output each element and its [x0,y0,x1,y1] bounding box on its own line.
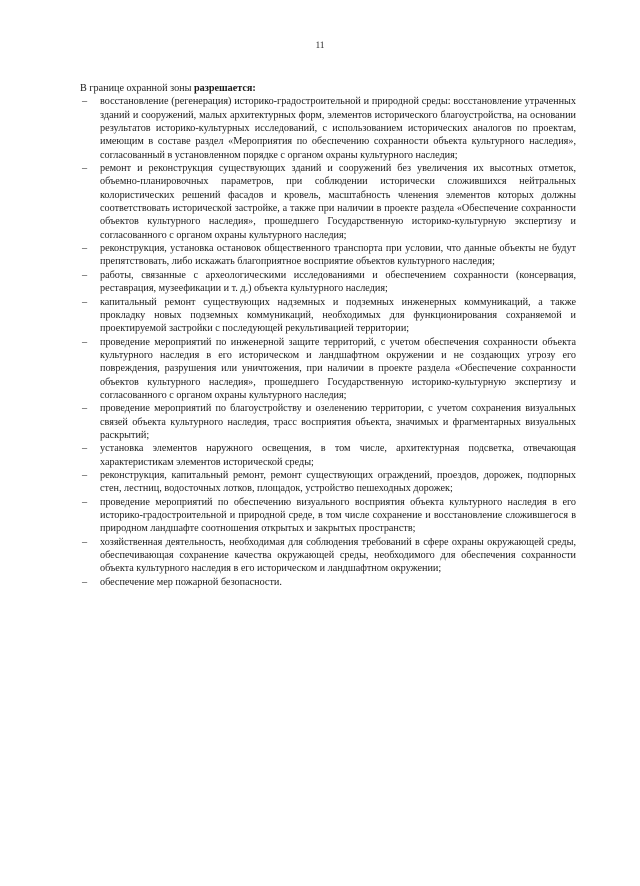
list-item [80,402,576,442]
bullet-dash: – [82,469,88,481]
list-item-text: реконструкция, капитальный ремонт, ремонт существующих ограждений, проездов, дорожек, подпорных стен, лестниц, водосточных лотков, площадок, устройство пешеходных дорожек; [100,469,576,495]
bullet-dash: – [82,403,88,415]
section-heading [80,82,576,95]
bullet-dash: – [82,576,88,588]
bullet-dash: – [82,536,88,548]
bullet-dash: – [82,96,88,108]
bullet-dash: – [82,443,88,455]
heading-text: В границе охранной зоны [80,83,195,94]
bullet-dash: – [82,496,88,508]
heading-emphasis: разрешается: [194,83,256,94]
list-item-text: капитальный ремонт существующих надземных и подземных инженерных коммуникаций, а также прокладку новых подземных коммуникаций, необходимых для функционирования сохраняемой и проектируемой застройки с последующей рекультивацией территории; [100,296,576,335]
list-item-text: работы, связанные с археологическими исследованиями и обеспечением сохранности (консервация, реставрация, музеефикации и т. д.) объекта культурного наследия; [100,269,576,295]
list-item [80,536,576,576]
list-item [80,469,576,496]
list-item [80,496,576,536]
list-item [80,296,576,336]
list-item-text: ремонт и реконструкция существующих зданий и сооружений без увеличения их высотных отметок, объемно-планировочных параметров, при соблюдении исторически сложившихся нейтральных колористических решений фасадов и кровель, масштабность членения элементов которых должны соответствовать исторической застройке, а также при наличии в проекте раздела «Обеспечение сохранности объектов культурного наследия», прошедшего Государственную историко-культурную экспертизу и согласованного с органом охраны культурного наследия; [100,163,576,241]
page-number: 11 [315,40,325,50]
list-item [80,269,576,296]
list-item [80,442,576,469]
bullet-dash: – [82,269,88,281]
bullet-dash: – [82,336,88,348]
list-item-text: проведение мероприятий по благоустройству и озеленению территории, с учетом сохранения визуальных связей объекта культурного наследия, трасс восприятия объекта, значимых и фрагментарных визуальных раскрытий; [100,403,576,441]
list-item [80,242,576,269]
list-item [80,95,576,162]
bullet-dash: – [82,243,88,255]
list-item-text: реконструкция, установка остановок общественного транспорта при условии, что данные объекты не будут препятствовать, либо искажать благоприятное восприятие объектов культурного наследия; [100,243,576,268]
list-item-text: установка элементов наружного освещения, в том числе, архитектурная подсветка, отвечающая характеристикам элементов исторической среды; [100,443,576,468]
bullet-dash: – [82,296,88,308]
list-item [80,576,576,589]
list-item [80,336,576,403]
list-item-text: проведение мероприятий по обеспечению визуального восприятия объекта культурного наследия в его историко-градостроительной и природной среде, в том числе сохранение и восстановление сложившегося в природном ландшафте соотношения открытых и закрытых пространств; [100,496,576,535]
list-item-text: восстановление (регенерация) историко-градостроительной и природной среды: восстановление утраченных зданий и сооружений, малых архитектурных форм, элементов исторического благоустройства, на основании результатов историко-культурных исследований, с использованием исторических аналогов по проектам, имеющим в составе раздел «Мероприятия по обеспечению сохранности объекта культурного наследия», согласованный в установленном порядке с органом охраны культурного наследия; [100,96,576,161]
list-item [80,162,576,242]
list-item-text: обеспечение мер пожарной безопасности. [100,576,282,588]
permitted-activities-list [80,95,576,589]
list-item-text: хозяйственная деятельность, необходимая для соблюдения требований в сфере охраны окружающей среды, обеспечивающая сохранение качества окружающей среды, необходимого для обеспечения сохранности объекта культурного наследия в его историческом и ландшафтном окружении; [100,536,576,575]
list-item-text: проведение мероприятий по инженерной защите территорий, с учетом обеспечения сохранности объекта культурного наследия в его историческом и ландшафтном окружении и не создающих угрозу его повреждения, разрушения или уничтожения, при наличии в проекте раздела «Обеспечение сохранности объектов культурного наследия», прошедшего Государственную историко-культурную экспертизу и согласованного с органом охраны культурного наследия; [100,336,576,401]
bullet-dash: – [82,163,88,175]
document-body [80,82,576,589]
